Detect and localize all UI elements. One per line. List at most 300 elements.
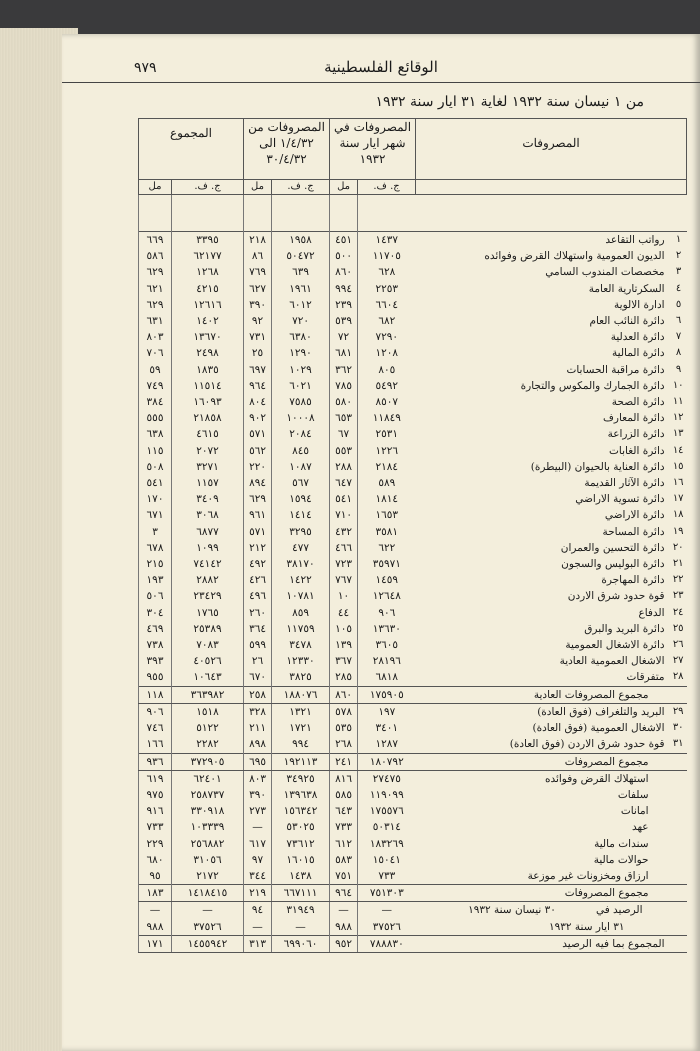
row-label: الاشغال العمومية العادية (559, 655, 665, 668)
row-label: الاشغال العمومية (فوق العادة) (532, 722, 665, 735)
range-pounds: ١١٧٥٩ (272, 621, 330, 637)
range-mils: ٥٧١ (244, 524, 272, 540)
may-pounds: ١٢٦٤٨ (358, 588, 416, 604)
total-mils: ٧٠٦ (139, 345, 172, 361)
may-pounds: ٧٣٣ (358, 868, 416, 885)
range-pounds: ١٤٢٢ (272, 572, 330, 588)
total-pounds: ٣٣٩٥ (172, 232, 244, 249)
range-mils: ٨٦ (244, 248, 272, 264)
may-mils: ٧٢٣ (330, 556, 358, 572)
row-number: ٣٠ (672, 722, 684, 734)
range-mils: ٢١٨ (244, 232, 272, 249)
row-number: ٣١ (672, 738, 684, 750)
table-row (139, 819, 687, 835)
unit-jf: ج. ف. (172, 180, 244, 195)
total-pounds: ٥١٢٢ (172, 720, 244, 736)
total-pounds: ١٤١٨٤١٥ (172, 885, 244, 902)
row-number: ١٣ (672, 428, 684, 440)
range-pounds: ٧٢٠ (272, 313, 330, 329)
total-pounds: ٢٥٣٨٩ (172, 621, 244, 637)
may-pounds: ٧٥١٣٠٣ (358, 885, 416, 902)
may-mils: ١٠ (330, 588, 358, 604)
total-mils: ٦٦٩ (139, 232, 172, 249)
may-pounds: ١٦٥٣ (358, 507, 416, 523)
row-label: سندات مالية (594, 837, 649, 850)
may-mils: ٥٤١ (330, 491, 358, 507)
total-pounds: ٣١٠٥٦ (172, 852, 244, 868)
may-mils: ٥٨٣ (330, 852, 358, 868)
total-mils: ٧٤٩ (139, 378, 172, 394)
may-mils: ٥٣٩ (330, 313, 358, 329)
row-label: دائرة المعارف (603, 412, 665, 425)
range-pounds: ٣٨٢٥ (272, 669, 330, 686)
range-mils: ٦٢٩ (244, 491, 272, 507)
total-mils: ٨٠٣ (139, 329, 172, 345)
table-row (139, 345, 687, 361)
table-row (139, 248, 687, 264)
row-number: ٢٣ (672, 590, 684, 602)
range-mils: ٢٦٠ (244, 605, 272, 621)
row-label: دائرة البريد والبرق (584, 622, 665, 635)
range-mils: ٢٥ (244, 345, 272, 361)
may-mils: ٥٨٠ (330, 394, 358, 410)
range-pounds: — (272, 919, 330, 936)
row-number: ٢٨ (672, 671, 684, 683)
row-number: ٦ (675, 315, 682, 327)
may-pounds: ١٤٣٧ (358, 232, 416, 249)
row-label: الدفاع (638, 606, 665, 619)
table-row (139, 669, 687, 686)
total-mils: ٦٧٨ (139, 540, 172, 556)
may-pounds: ١٧٥٥٧٦ (358, 803, 416, 819)
may-mils: ٢٣٩ (330, 297, 358, 313)
total-mils: ٢١٥ (139, 556, 172, 572)
total-pounds: ١٠٣٣٣٩ (172, 819, 244, 835)
range-pounds: ١٩٢١١٣ (272, 753, 330, 770)
row-number: ٢ (675, 250, 682, 262)
may-mils: ٨٦٠ (330, 264, 358, 280)
range-mils: ٢١٢ (244, 540, 272, 556)
range-pounds: ١٤١٤ (272, 507, 330, 523)
may-mils: ٤٣٢ (330, 524, 358, 540)
total-mils: ٥٤١ (139, 475, 172, 491)
row-label: دائرة التحسين والعمران (560, 541, 665, 554)
row-number (671, 902, 687, 919)
may-mils: ٦٨١ (330, 345, 358, 361)
may-pounds: ١٢٢٦ (358, 443, 416, 459)
range-mils: ٥٧١ (244, 426, 272, 442)
range-pounds: ٦٠٢١ (272, 378, 330, 394)
may-mils: ٩٥٢ (330, 935, 358, 952)
range-pounds: ٣١٩٤٩ (272, 902, 330, 919)
range-pounds: ١٤٣٨ (272, 868, 330, 885)
table-row (139, 524, 687, 540)
total-pounds: ١٨٣٥ (172, 362, 244, 378)
total-pounds: ٤٢١٥ (172, 281, 244, 297)
total-pounds: ٣٤٠٩ (172, 491, 244, 507)
table-row (139, 281, 687, 297)
range-mils: ٤٢٦ (244, 572, 272, 588)
column-header-total: المجموع (139, 119, 244, 180)
total-pounds: ٢٨٨٢ (172, 572, 244, 588)
row-label: البريد والتلغراف (فوق العادة) (537, 705, 665, 718)
row-number: ٥ (675, 298, 682, 310)
balance-date: ٣٠ نيسان سنة ١٩٣٢ (468, 904, 556, 917)
may-pounds: ٨٥٠٧ (358, 394, 416, 410)
may-mils: ١٠٥ (330, 621, 358, 637)
range-mils: ٥٩٩ (244, 637, 272, 653)
row-label: ارزاق ومخزونات غير موزعة (527, 869, 649, 882)
row-number: ٢٩ (672, 705, 684, 717)
expenses-table (138, 118, 687, 953)
row-number (671, 686, 687, 703)
may-pounds: ١٣٦٣٠ (358, 621, 416, 637)
total-pounds: ٦٨٧٧ (172, 524, 244, 540)
range-pounds: ١٠٢٩ (272, 362, 330, 378)
table-row (139, 770, 687, 787)
column-header-range: المصروفات من ١/٤/٣٢ الى ٣٠/٤/٣٢ (244, 119, 330, 180)
range-mils: ٣٦٤ (244, 621, 272, 637)
may-mils: ٥٧٨ (330, 703, 358, 720)
may-pounds: ٣٦٠٥ (358, 637, 416, 653)
total-mils: ٦٧١ (139, 507, 172, 523)
range-pounds: ١٥٩٤ (272, 491, 330, 507)
may-pounds: ٥٨٩ (358, 475, 416, 491)
row-number (671, 819, 687, 835)
may-mils: ٦٧ (330, 426, 358, 442)
may-pounds: ٣٥٩٧١ (358, 556, 416, 572)
row-label: الديون العمومية واستهلاك القرض وفوائده (484, 250, 665, 263)
row-number: ١٨ (672, 509, 684, 521)
row-number (671, 787, 687, 803)
period-title: من ١ نيسان سنة ١٩٣٢ لغاية ٣١ ايار سنة ١٩٣٢ (375, 94, 644, 110)
total-pounds: ٢١٨٥٨ (172, 410, 244, 426)
table-row (139, 329, 687, 345)
may-mils: ٧٢ (330, 329, 358, 345)
range-mils: ٧٣١ (244, 329, 272, 345)
may-pounds: ٧٢٩٠ (358, 329, 416, 345)
journal-title: الوقائع الفلسطينية (324, 58, 438, 76)
unit-mil: مل (139, 180, 172, 195)
may-pounds: ١٢٨٧ (358, 736, 416, 753)
range-pounds: ٦٣٩ (272, 264, 330, 280)
balance-label (416, 919, 671, 936)
total-mils: ٥٩ (139, 362, 172, 378)
may-mils: ٥٨٥ (330, 787, 358, 803)
may-pounds: ١٨٠٧٩٢ (358, 753, 416, 770)
table-row (139, 394, 687, 410)
row-label: قوة حدود شرق الاردن (فوق العادة) (509, 738, 665, 751)
row-label: دائرة الاراضي (604, 509, 665, 522)
balance-row (139, 902, 687, 919)
may-pounds: ٦٨٢ (358, 313, 416, 329)
total-mils: ١٩٣ (139, 572, 172, 588)
range-mils: ٨٩٤ (244, 475, 272, 491)
total-pounds: ٣٧٢٩٠٥ (172, 753, 244, 770)
table-row (139, 605, 687, 621)
table-row (139, 362, 687, 378)
total-mils: ٩٥٥ (139, 669, 172, 686)
total-mils: ٦١٩ (139, 770, 172, 787)
may-pounds: ٣٧٥٢٦ (358, 919, 416, 936)
may-mils: ٣٦٢ (330, 362, 358, 378)
row-label: دائرة الصحة (611, 396, 665, 409)
page-number: ٩٧٩ (134, 60, 157, 76)
row-label: عهد (631, 821, 649, 834)
row-label: دائرة المهاجرة (601, 574, 665, 587)
range-pounds: ٥٣٠٢٥ (272, 819, 330, 835)
total-mils: ٣٨٤ (139, 394, 172, 410)
may-mils: ٧٥١ (330, 868, 358, 885)
total-pounds: ٢٠٧٢ (172, 443, 244, 459)
total-mils: ٢٢٩ (139, 836, 172, 852)
total-mils: ٥٨٦ (139, 248, 172, 264)
range-mils: ٣١٣ (244, 935, 272, 952)
row-label: استهلاك القرض وفوائده (544, 772, 649, 785)
table-row (139, 836, 687, 852)
range-mils: ٦٧٠ (244, 669, 272, 686)
total-pounds: — (172, 902, 244, 919)
total-pounds: ٦٢٤٠١ (172, 770, 244, 787)
may-mils: ٥٥٣ (330, 443, 358, 459)
range-pounds: ١٩٥٨ (272, 232, 330, 249)
may-pounds: ٢٨١٩٦ (358, 653, 416, 669)
unit-mil: مل (244, 180, 272, 195)
range-mils: ٩٢ (244, 313, 272, 329)
total-pounds: ٤٠٥٢٦ (172, 653, 244, 669)
total-mils: ١٧٠ (139, 491, 172, 507)
total-mils: ٦٨٠ (139, 852, 172, 868)
total-mils: ١٨٣ (139, 885, 172, 902)
range-pounds: ٧٣٦١٢ (272, 836, 330, 852)
may-mils: ٨٦٠ (330, 686, 358, 703)
table-row (139, 653, 687, 669)
row-number: ١٩ (672, 525, 684, 537)
row-number: ١ (671, 232, 687, 249)
total-mils: ٤٦٩ (139, 621, 172, 637)
total-pounds: ٣٧٥٢٦ (172, 919, 244, 936)
row-number: ٧ (675, 331, 682, 343)
unit-mil: مل (330, 180, 358, 195)
row-number: ٢٧ (672, 655, 684, 667)
may-mils: ٢٨٨ (330, 459, 358, 475)
total-pounds: ٣٢٧١ (172, 459, 244, 475)
may-mils: ٤٤ (330, 605, 358, 621)
row-number: ١٧ (672, 493, 684, 505)
total-mils: ٩١٦ (139, 803, 172, 819)
total-mils: ٣٩٣ (139, 653, 172, 669)
units-blank (416, 180, 687, 195)
balance-label (416, 902, 671, 919)
range-mils: ٣٢٨ (244, 703, 272, 720)
may-pounds: ١٢٠٨ (358, 345, 416, 361)
table-row (139, 459, 687, 475)
range-mils: ٨٠٣ (244, 770, 272, 787)
table-row (139, 787, 687, 803)
may-mils: ٧٦٧ (330, 572, 358, 588)
range-pounds: ١٥٦٣٤٢ (272, 803, 330, 819)
row-label: دائرة الغابات (609, 444, 665, 457)
total-mils: ٦٢١ (139, 281, 172, 297)
may-pounds: ١١٨٤٩ (358, 410, 416, 426)
spacer-cell (330, 195, 358, 232)
balance-title: الرصيد في (595, 904, 643, 917)
row-label: دائرة البوليس والسجون (561, 558, 665, 571)
range-pounds: ١٩٦١ (272, 281, 330, 297)
may-pounds: ٥٠٣١٤ (358, 819, 416, 835)
total-pounds: ٢٢٨٢ (172, 736, 244, 753)
table-row (139, 378, 687, 394)
range-mils: ٢٢٠ (244, 459, 272, 475)
row-label: دائرة العدلية (610, 331, 665, 344)
range-mils: ٣٩٠ (244, 297, 272, 313)
total-pounds: ١١٥٧ (172, 475, 244, 491)
table-row (139, 885, 687, 902)
total-mils: ٧٣٣ (139, 819, 172, 835)
range-pounds: ٦٠١٢ (272, 297, 330, 313)
table-row (139, 703, 687, 720)
table-row (139, 426, 687, 442)
may-pounds: ٩٠٦ (358, 605, 416, 621)
range-mils: ٤٩٦ (244, 588, 272, 604)
range-mils: ٢٧٣ (244, 803, 272, 819)
range-mils: ٩٦١ (244, 507, 272, 523)
may-pounds: ٦٢٢ (358, 540, 416, 556)
row-label: دائرة تسوية الاراضي (575, 493, 665, 506)
range-mils: ٥٦٢ (244, 443, 272, 459)
range-pounds: ٨٥٩ (272, 605, 330, 621)
table-body (139, 195, 687, 953)
may-pounds: — (358, 902, 416, 919)
range-mils: ٧٦٩ (244, 264, 272, 280)
total-pounds: ٢٤٩٨ (172, 345, 244, 361)
range-pounds: ٨٤٥ (272, 443, 330, 459)
may-mils: ٨١٦ (330, 770, 358, 787)
table-row (139, 232, 687, 249)
table-row (139, 297, 687, 313)
may-pounds: ٧٨٨٨٣٠ (358, 935, 416, 952)
total-pounds: ١٦٠٩٣ (172, 394, 244, 410)
total-mils: ٥٠٨ (139, 459, 172, 475)
total-mils: ٦٣١ (139, 313, 172, 329)
row-number: ١١ (672, 396, 684, 408)
table-row (139, 588, 687, 604)
total-pounds: ١٣٦٧٠ (172, 329, 244, 345)
total-pounds: ١٤٥٥٩٤٢ (172, 935, 244, 952)
may-pounds: ١٥٠٤١ (358, 852, 416, 868)
may-mils: ٩٦٤ (330, 885, 358, 902)
total-pounds: ١٠٩٩ (172, 540, 244, 556)
range-pounds: ٣٢٩٥ (272, 524, 330, 540)
row-number: ٢٠ (672, 541, 684, 553)
total-mils: ٩٠٦ (139, 703, 172, 720)
may-mils: ٧٨٥ (330, 378, 358, 394)
table-row (139, 753, 687, 770)
row-number: ٩ (675, 363, 682, 375)
total-pounds: ٣٦٣٩٨٢ (172, 686, 244, 703)
total-pounds: ١٥١٨ (172, 703, 244, 720)
row-label: مخصصات المندوب السامي (545, 266, 665, 279)
row-number: ١٢ (672, 412, 684, 424)
may-mils: ٦٤٣ (330, 803, 358, 819)
may-pounds: ١٨١٤ (358, 491, 416, 507)
table-row (139, 540, 687, 556)
row-label: مجموع المصروفات العادية (416, 686, 671, 703)
range-mils: ٢٦ (244, 653, 272, 669)
table-row (139, 475, 687, 491)
row-number (671, 753, 687, 770)
range-mils: ٣٤٤ (244, 868, 272, 885)
row-label: السكرتارية العامة (588, 282, 665, 295)
column-header-expenses: المصروفات (416, 119, 687, 180)
total-mils: ٩٧٥ (139, 787, 172, 803)
table-row (139, 556, 687, 572)
table-row (139, 803, 687, 819)
row-label: متفرقات (626, 671, 665, 684)
row-number: ٢٥ (672, 622, 684, 634)
row-label: دائرة الجمارك والمكوس والتجارة (520, 379, 665, 392)
balance-row (139, 919, 687, 936)
table-row (139, 637, 687, 653)
row-label: حوالات مالية (593, 853, 649, 866)
total-pounds: ١٤٠٢ (172, 313, 244, 329)
row-number: ٢٢ (672, 574, 684, 586)
range-mils: ٦٩٥ (244, 753, 272, 770)
row-label: مجموع المصروفات (416, 753, 671, 770)
total-mils: ١٦٦ (139, 736, 172, 753)
may-mils: ٢٦٨ (330, 736, 358, 753)
range-pounds: ١٢٣٣٠ (272, 653, 330, 669)
total-mils: ٩٨٨ (139, 919, 172, 936)
row-label: المجموع بما فيه الرصيد (416, 935, 671, 952)
range-mils: ٦٢٧ (244, 281, 272, 297)
total-mils: ٧٤٦ (139, 720, 172, 736)
row-label: دائرة المالية (612, 347, 665, 360)
row-number: ٢٦ (672, 639, 684, 651)
range-mils: ٤٩٢ (244, 556, 272, 572)
row-number: ١٠ (672, 379, 684, 391)
may-pounds: ١٩٧ (358, 703, 416, 720)
range-pounds: ٥٠٤٧٢ (272, 248, 330, 264)
table-row (139, 264, 687, 280)
range-pounds: ١٣٩٦٣٨ (272, 787, 330, 803)
spacer-cell (358, 195, 416, 232)
row-number: ٤ (675, 282, 682, 294)
total-mils: ٦٣٨ (139, 426, 172, 442)
total-mils: ٥٠٦ (139, 588, 172, 604)
table-row (139, 572, 687, 588)
row-number (671, 885, 687, 902)
may-mils: ٦٤٧ (330, 475, 358, 491)
range-pounds: ٣٨١٧٠ (272, 556, 330, 572)
row-number (671, 868, 687, 885)
range-mils: — (244, 919, 272, 936)
may-pounds: ٢٥٣١ (358, 426, 416, 442)
row-number (671, 919, 687, 936)
range-pounds: ٦٦٧١١١ (272, 885, 330, 902)
row-label: دائرة المساحة (602, 525, 665, 538)
spacer-cell (416, 195, 671, 232)
range-mils: ٢١١ (244, 720, 272, 736)
may-pounds: ٣٥٨١ (358, 524, 416, 540)
row-label: دائرة مراقبة الحسابات (566, 363, 665, 376)
table-row (139, 410, 687, 426)
row-number (671, 836, 687, 852)
range-mils: ٨٩٨ (244, 736, 272, 753)
spacer-cell (671, 195, 687, 232)
row-number: ٣ (675, 266, 682, 278)
range-mils: ٦٩٧ (244, 362, 272, 378)
